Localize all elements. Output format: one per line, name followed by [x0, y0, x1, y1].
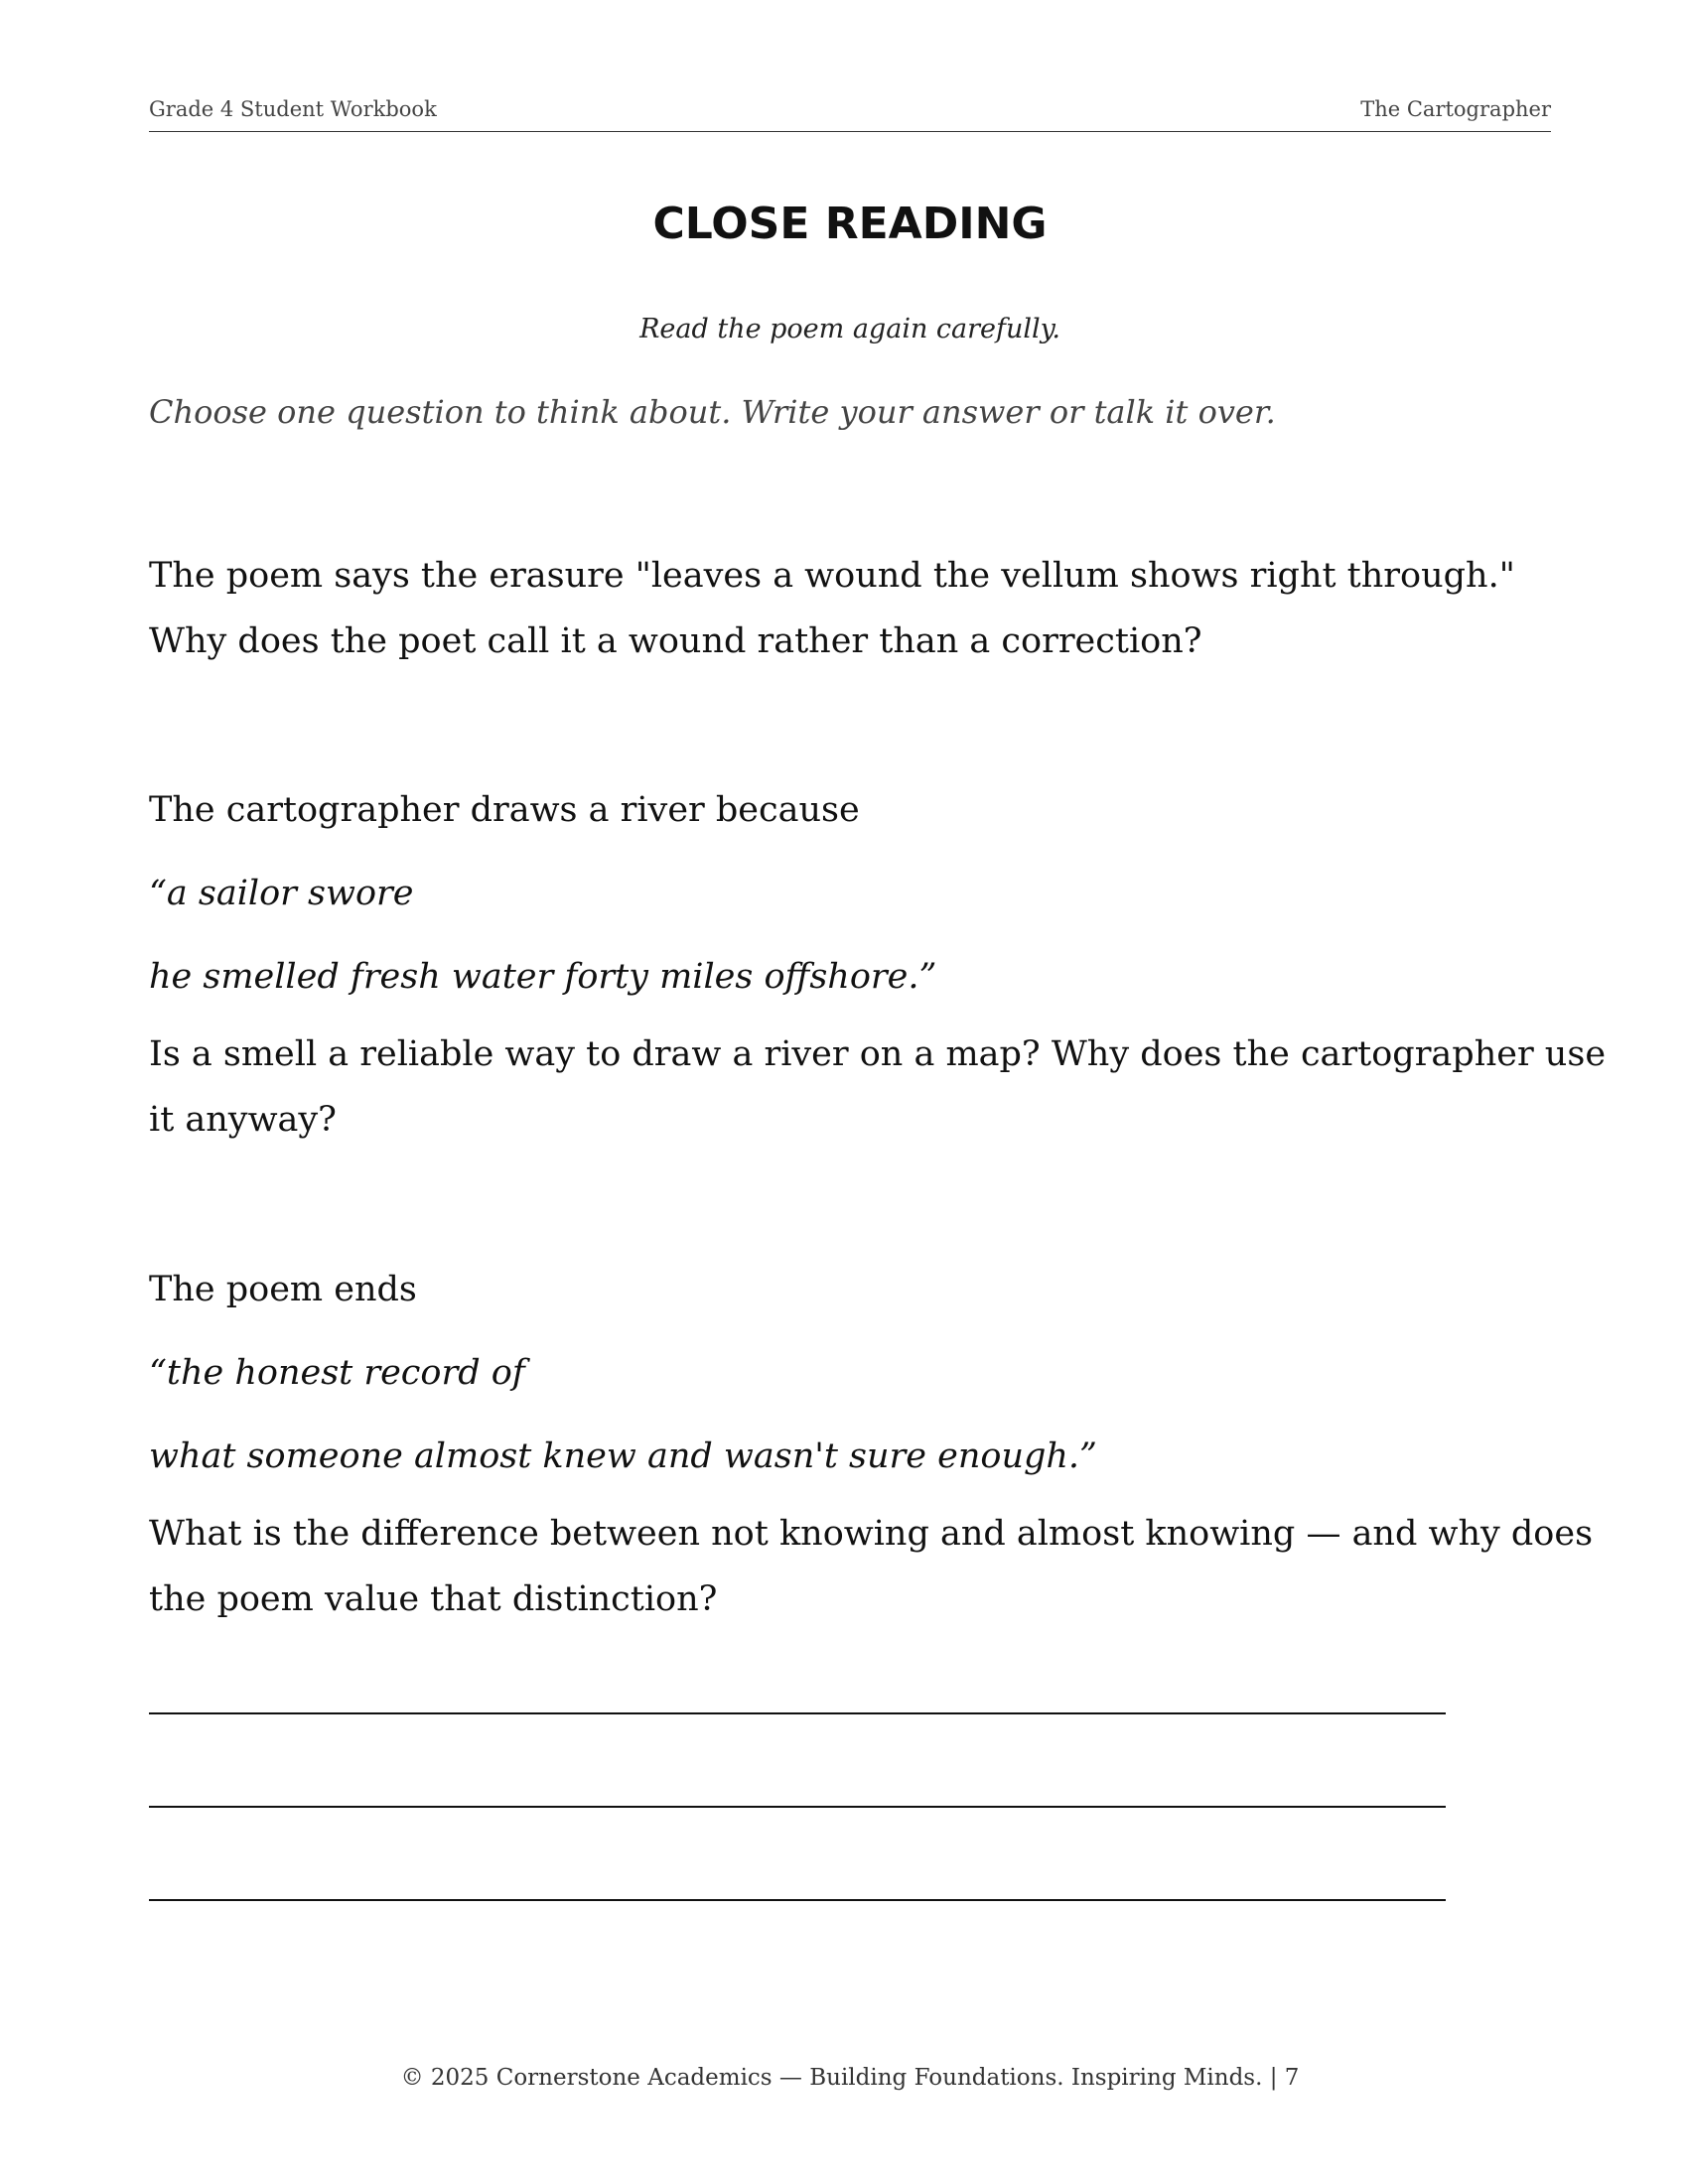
question-2-question-line-2: it anyway?	[149, 1100, 337, 1140]
question-3-quote-line-1: “the honest record of	[149, 1353, 525, 1393]
question-2-quote-line-2: he smelled fresh water forty miles offshore.”	[149, 957, 937, 997]
read-instruction: Read the poem again carefully.	[639, 314, 1060, 344]
answer-line-2[interactable]	[149, 1806, 1446, 1808]
page-footer: © 2025 Cornerstone Academics — Building Foundations. Inspiring Minds. | 7	[400, 2065, 1300, 2091]
question-1-line-2: Why does the poet call it a wound rather than a correction?	[149, 621, 1202, 661]
question-3	[149, 1257, 1594, 1632]
question-2-quote-line-1: “a sailor swore	[149, 874, 414, 913]
question-3-quote-line-2: what someone almost knew and wasn't sure enough.”	[149, 1436, 1097, 1476]
question-3-intro: The poem ends	[149, 1270, 417, 1309]
answer-line-3[interactable]	[149, 1899, 1446, 1901]
header-section-title: The Cartographer	[1360, 97, 1551, 121]
page-title: CLOSE READING	[652, 199, 1048, 249]
question-1	[149, 543, 1551, 674]
question-2	[149, 777, 1607, 1153]
question-3-question-line-2: the poem value that distinction?	[149, 1579, 718, 1619]
page-header	[149, 97, 1551, 132]
question-3-question-line-1: What is the difference between not knowing and almost knowing — and why does	[149, 1514, 1594, 1554]
answer-line-1[interactable]	[149, 1712, 1446, 1714]
choose-instruction: Choose one question to think about. Write your answer or talk it over.	[149, 393, 1276, 431]
question-2-question-line-1: Is a smell a reliable way to draw a river on a map? Why does the cartographer use	[149, 1034, 1607, 1074]
question-1-line-1: The poem says the erasure "leaves a wound the vellum shows right through."	[149, 556, 1515, 596]
header-workbook-title: Grade 4 Student Workbook	[149, 97, 437, 121]
workbook-page	[149, 0, 1607, 2184]
question-2-intro: The cartographer draws a river because	[149, 790, 860, 830]
